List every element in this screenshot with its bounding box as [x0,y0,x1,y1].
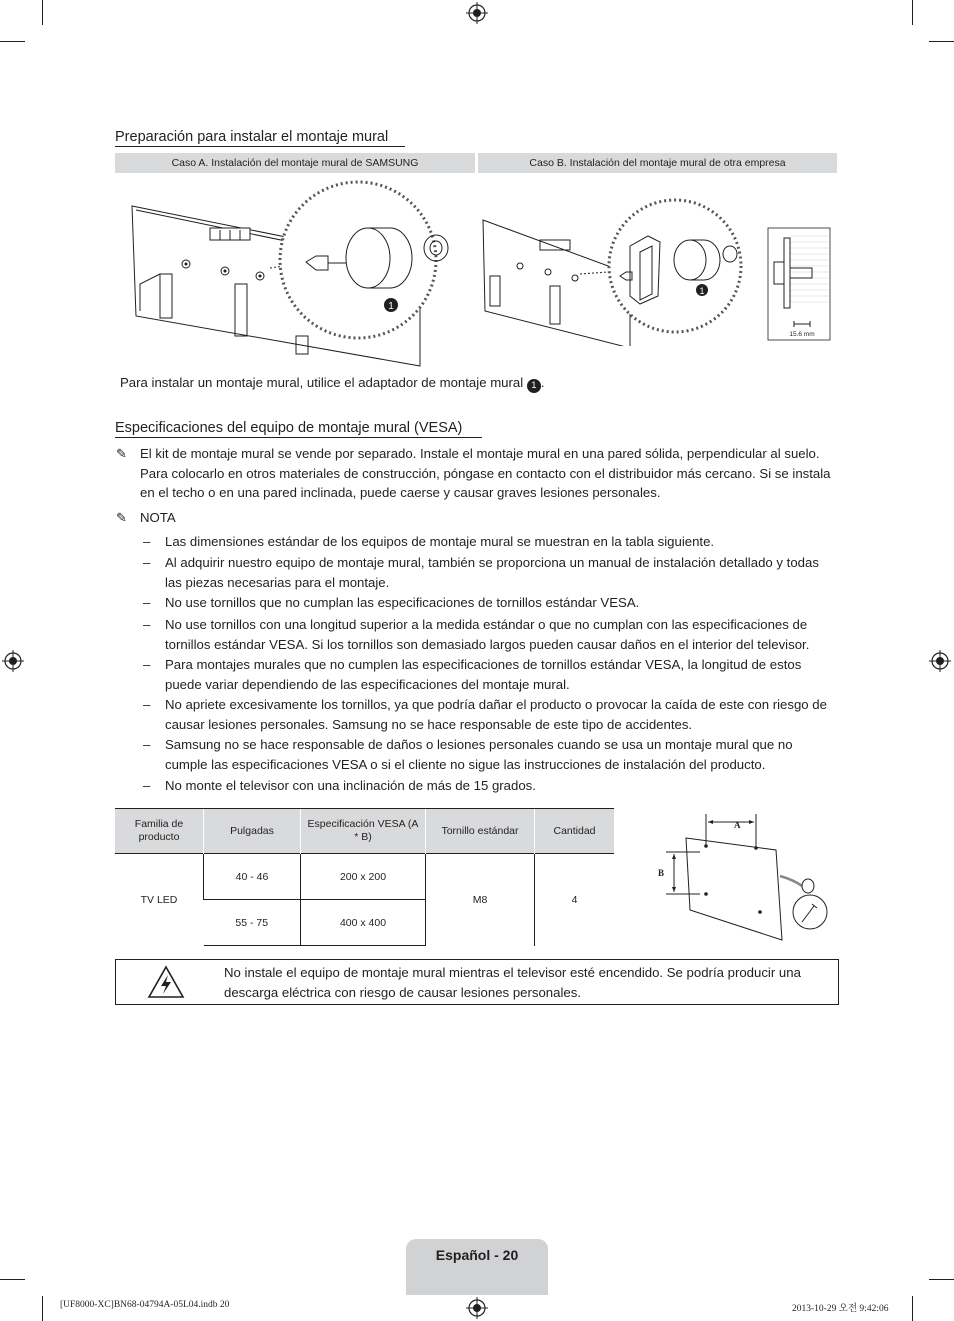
crop-mark [929,1279,954,1280]
list-item: No apriete excesivamente los tornillos, ya que podría dañar el producto o provocar la caída de este con riesgo de causar lesiones personales. Samsung no se hace responsable de este tipo de accidentes. [165,697,827,732]
high-voltage-warning-icon [146,964,186,1000]
callout-number: 1 [388,301,394,312]
page-number-tab [406,1239,548,1295]
case-b-tv-back-illustration [480,176,835,346]
list-item: Para montajes murales que no cumplen las especificaciones de tornillos estándar VESA, la longitud de estos puede variar dependiendo de las especificaciones del montaje mural. [165,657,802,692]
note-pencil-icon: ✎ [116,446,127,461]
diagram-label-a: A [734,820,741,830]
list-item: Samsung no se hace responsable de daños o lesiones personales cuando se usa un montaje mural que no cumple las especificaciones VESA o si el cliente no sigue las instrucciones de instalación del producto. [165,737,793,772]
cell-cantidad: 4 [535,854,615,946]
page-number-label: Español - 20 [435,1247,519,1263]
caption-period: . [540,375,545,390]
imprint-timestamp: 2013-10-29 오전 9:42:06 [792,1304,889,1314]
crop-mark [912,1296,913,1321]
cell-pulgadas: 55 - 75 [204,900,301,946]
table-row [115,854,614,900]
list-item: No use tornillos con una longitud superior a la medida estándar o que no cumplan con las especificaciones de tornillos estándar VESA. Si los tornillos son demasiado largos pueden causar daños en el interior del televisor. [165,617,810,652]
registration-mark-icon [466,1297,488,1319]
section-title-underline [115,146,405,147]
case-b-header: Caso B. Instalación del montaje mural de otra empresa [478,153,837,173]
list-item: No use tornillos que no cumplan las especificaciones de tornillos estándar VESA. [165,595,640,610]
header-familia: Familia de producto [115,809,204,854]
cell-pulgadas: 40 - 46 [204,854,301,900]
bullet-dash: – [143,617,151,632]
section-title-underline [115,437,482,438]
header-cantidad: Cantidad [535,809,615,854]
registration-mark-icon [466,2,488,24]
caption-text: Para instalar un montaje mural, utilice el adaptador de montaje mural [120,375,524,390]
bullet-dash: – [143,778,151,793]
electric-warning-box [115,959,839,1005]
cell-family: TV LED [115,854,204,946]
header-pulgadas: Pulgadas [204,809,301,854]
crop-mark [929,41,954,42]
caption-callout-number: 1 [531,380,537,391]
crop-mark [912,0,913,25]
case-a-header: Caso A. Instalación del montaje mural de SAMSUNG [115,153,475,173]
mount-adapter-caption [120,373,545,393]
imprint-file-name: [UF8000-XC]BN68-04794A-05L04.indb 20 [60,1300,230,1310]
crop-mark [42,1296,43,1321]
case-a-tv-back-illustration [120,176,475,370]
registration-mark-icon [929,650,951,672]
caption-callout-badge [527,379,541,393]
crop-mark [42,0,43,25]
warning-text: No instale el equipo de montaje mural mientras el televisor esté encendido. Se podría producir una descarga eléctrica con riesgo de causar lesiones personales. [224,965,801,1000]
list-item: Al adquirir nuestro equipo de montaje mural, también se proporciona un manual de instalación detallado y todas las piezas necesarias para el montaje. [165,555,819,590]
header-tornillo: Tornillo estándar [426,809,535,854]
bullet-dash: – [143,697,151,712]
registration-mark-icon [2,650,24,672]
cell-vesa: 200 x 200 [301,854,426,900]
list-item: Las dimensiones estándar de los equipos de montaje mural se muestran en la tabla siguiente. [165,534,715,549]
nota-label: NOTA [140,510,176,525]
header-vesa: Especificación VESA (A * B) [301,809,426,854]
callout-number: 1 [699,286,705,296]
bullet-dash: – [143,657,151,672]
list-item: No monte el televisor con una inclinación de más de 15 grados. [165,778,536,793]
section-title-vesa: Especificaciones del equipo de montaje mural (VESA) [115,420,463,436]
vesa-spec-table [115,808,614,946]
vesa-dimension-diagram [650,812,840,942]
bullet-dash: – [143,595,151,610]
bullet-dash: – [143,555,151,570]
dimension-label: 15.6 mm [789,331,815,338]
bullet-dash: – [143,534,151,549]
section-title-preparacion: Preparación para instalar el montaje mural [115,129,389,145]
note-pencil-icon: ✎ [116,510,127,525]
intro-note-text: El kit de montaje mural se vende por separado. Instale el montaje mural en una pared sólida, perpendicular al suelo. Para colocarlo en otros materiales de construcción, póngase en contacto con el distribuidor más cercano. Si se instala en el techo o en una pared inclinada, puede caerse y causar graves lesiones personales. [140,446,831,500]
crop-mark [0,41,25,42]
cell-tornillo: M8 [426,854,535,946]
bullet-dash: – [143,737,151,752]
cell-vesa: 400 x 400 [301,900,426,946]
diagram-label-b: B [658,868,665,878]
crop-mark [0,1279,25,1280]
table-header-row [115,809,614,854]
